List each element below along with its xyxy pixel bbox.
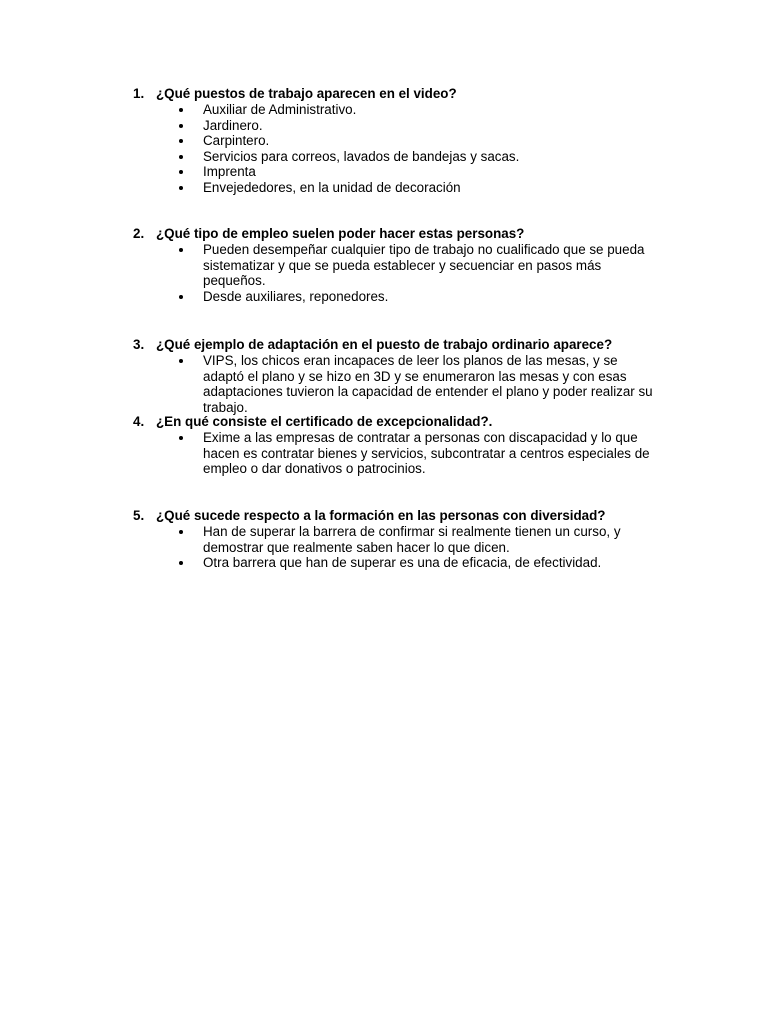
question-heading [0, 86, 768, 102]
question-heading [0, 508, 768, 524]
answer-text: Auxiliar de Administrativo. [203, 102, 357, 117]
answer-text: Servicios para correos, lavados de bandejas y sacas. [203, 148, 520, 164]
question-heading [0, 414, 768, 430]
question-heading [0, 337, 768, 353]
answer-text: Otra barrera que han de superar es una de eficacia, de efectividad. [203, 555, 602, 571]
bullet-icon [179, 248, 183, 252]
answer-text: Pueden desempeñar cualquier tipo de trabajo no cualificado que se pueda sistematizar y que se pueda establecer y secuenciar en pasos más pequeños. [203, 242, 645, 289]
answer-item [0, 353, 658, 415]
answer-item [0, 102, 658, 118]
answer-item [0, 430, 658, 477]
question-2 [0, 226, 768, 304]
answer-list [0, 353, 768, 415]
question-title: ¿Qué tipo de empleo suelen poder hacer estas personas? [156, 226, 525, 241]
answer-item [0, 164, 658, 180]
answer-item [0, 133, 658, 149]
answer-text: VIPS, los chicos eran incapaces de leer los planos de las mesas, y se adaptó el plano y se hizo en 3D y se enumeraron las mesas y con esas adaptaciones tuvieron la capacidad de entender el plano y poder realizar su trabajo. [203, 353, 653, 415]
answer-item [0, 289, 658, 305]
bullet-icon [179, 530, 183, 534]
answer-list [0, 102, 768, 196]
answer-text: Carpintero. [203, 133, 270, 149]
bullet-icon [179, 561, 183, 565]
answer-item [0, 524, 658, 555]
answer-item [0, 555, 658, 571]
question-number: 3. [133, 337, 145, 352]
question-number: 1. [133, 86, 145, 101]
question-4 [0, 414, 768, 477]
question-heading [0, 226, 768, 242]
bullet-icon [179, 170, 183, 174]
bullet-icon [179, 124, 183, 128]
question-number: 2. [133, 226, 145, 241]
answer-item [0, 118, 658, 134]
answer-text: Desde auxiliares, reponedores. [203, 288, 389, 304]
answer-text: Exime a las empresas de contratar a personas con discapacidad y lo que hacen es contratar bienes y servicios, subcontratar a centros especiales de empleo o dar donativos o patrocinios. [203, 430, 650, 477]
bullet-icon [179, 436, 183, 440]
bullet-icon [179, 186, 183, 190]
answer-item [0, 149, 658, 165]
question-3 [0, 337, 768, 415]
question-title: ¿Qué sucede respecto a la formación en las personas con diversidad? [156, 508, 606, 523]
answer-list [0, 524, 768, 571]
bullet-icon [179, 139, 183, 143]
answer-text: Imprenta [203, 164, 256, 180]
question-title: ¿En qué consiste el certificado de excepcionalidad?. [156, 414, 493, 429]
question-number: 5. [133, 508, 145, 523]
question-title: ¿Qué ejemplo de adaptación en el puesto de trabajo ordinario aparece? [156, 337, 613, 352]
bullet-icon [179, 155, 183, 159]
question-title: ¿Qué puestos de trabajo aparecen en el video? [156, 86, 457, 101]
answer-list [0, 242, 768, 304]
question-5 [0, 508, 768, 571]
answer-list [0, 430, 768, 477]
bullet-icon [179, 295, 183, 299]
question-1 [0, 86, 768, 196]
question-number: 4. [133, 414, 145, 429]
answer-text: Envejededores, en la unidad de decoración [203, 179, 461, 195]
bullet-icon [179, 108, 183, 112]
bullet-icon [179, 359, 183, 363]
answer-item [0, 180, 658, 196]
answer-text: Han de superar la barrera de confirmar si realmente tienen un curso, y demostrar que realmente saben hacer lo que dicen. [203, 524, 621, 555]
answer-text: Jardinero. [203, 117, 263, 133]
answer-item [0, 242, 658, 289]
